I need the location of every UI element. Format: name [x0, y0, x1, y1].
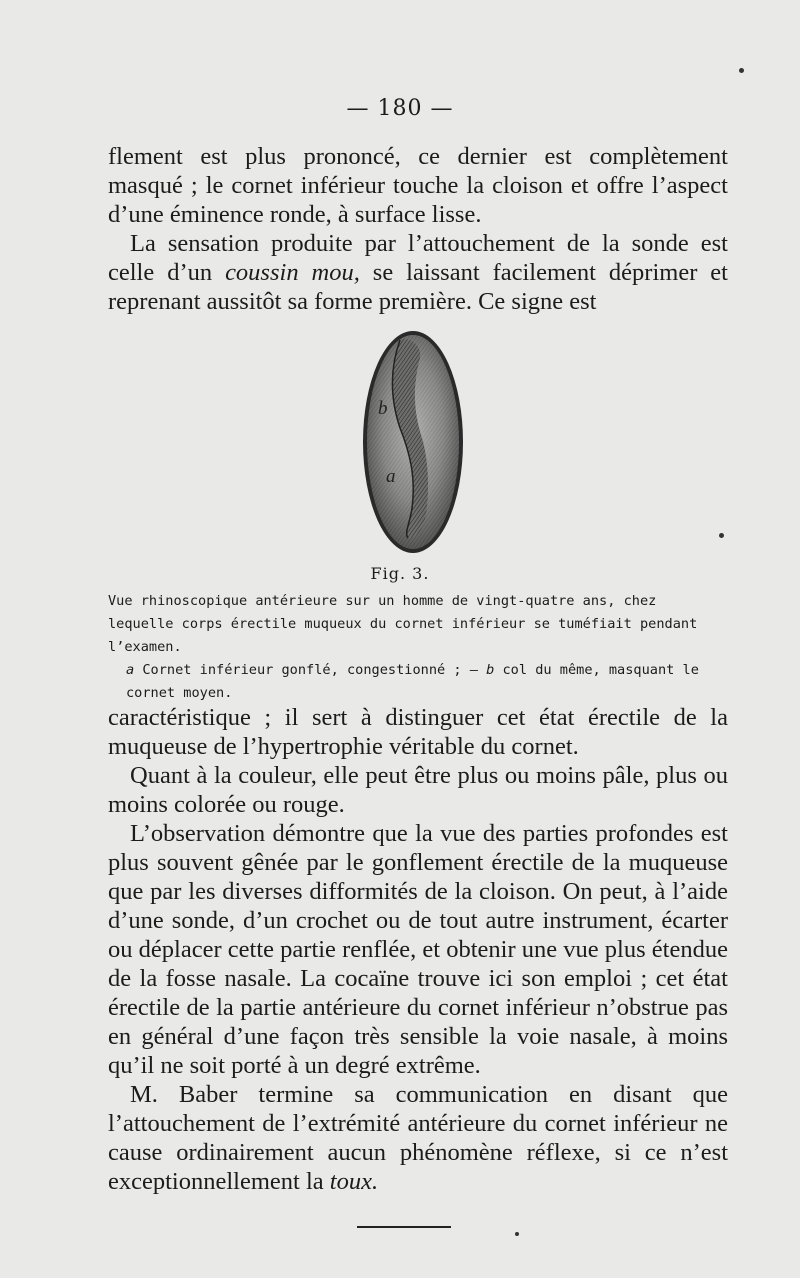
figure-title: Fig. 3. [370, 564, 430, 583]
rhinoscopic-figure [360, 328, 466, 556]
italic-text: coussin mou, [225, 259, 360, 286]
print-speck [739, 68, 744, 73]
text-run: se laissant facilement déprimer et reprenant aussitôt sa forme première. Ce signe est [108, 259, 728, 315]
text-run: La sensation produite par l’attouchement de la sonde est celle d’un [108, 230, 728, 286]
figure-label-a: a [386, 466, 396, 487]
figure-label-b: b [378, 398, 388, 419]
italic-text: toux. [329, 1168, 379, 1195]
end-rule [357, 1226, 451, 1228]
paragraph: flement est plus prononcé, ce dernier est complètement masqué ; le cornet inférieur touche la cloison et offre l’aspect d’une éminence ronde, à surface lisse. [108, 143, 728, 228]
caption-text: Cornet inférieur gonflé, congestionné ; — [134, 662, 487, 678]
caption-label-a: a [126, 662, 135, 678]
caption-line: Vue rhinoscopique antérieure sur un homme de vingt-quatre ans, chez lequelle corps érectile muqueux du cornet inférieur se tuméfiait pendant l’examen. [108, 593, 698, 655]
page-number: — 180 — [346, 96, 454, 121]
paragraph: L’observation démontre que la vue des parties profondes est plus souvent gênée par le gonflement érectile de la muqueuse que par les diverses difformités de la cloison. On peut, à l’aide d’une sonde, d’un crochet ou de tout autre instrument, écarter ou déplacer cette partie renflée, et obtenir une vue plus étendue de la fosse nasale. La cocaïne trouve ici son emploi ; cet état érectile de la partie antérieure du cornet inférieur n’obstrue pas en général d’une façon très sensible la voie nasale, à moins qu’il ne soit porté à un degré extrême. [108, 820, 728, 1079]
caption-line [108, 659, 728, 705]
caption-label-b: b [486, 662, 495, 678]
text-run: M. Baber termine sa communication en disant que l’attouchement de l’extrémité antérieure du cornet inférieur ne cause ordinairement aucun phénomène réflexe, si ce n’est exceptionnellement la [108, 1081, 728, 1195]
text-block-top [108, 142, 728, 316]
figure-caption [108, 590, 728, 705]
paragraph: caractéristique ; il sert à distinguer cet état érectile de la muqueuse de l’hypertrophie véritable du cornet. [108, 704, 728, 760]
print-speck [515, 1232, 519, 1236]
print-speck [719, 533, 724, 538]
paragraph: Quant à la couleur, elle peut être plus ou moins pâle, plus ou moins colorée ou rouge. [108, 762, 728, 818]
paragraph [108, 1080, 728, 1196]
paragraph [108, 229, 728, 316]
caption-text: col du même, masquant le cornet moyen. [126, 662, 699, 701]
text-block-bottom [108, 703, 728, 1196]
